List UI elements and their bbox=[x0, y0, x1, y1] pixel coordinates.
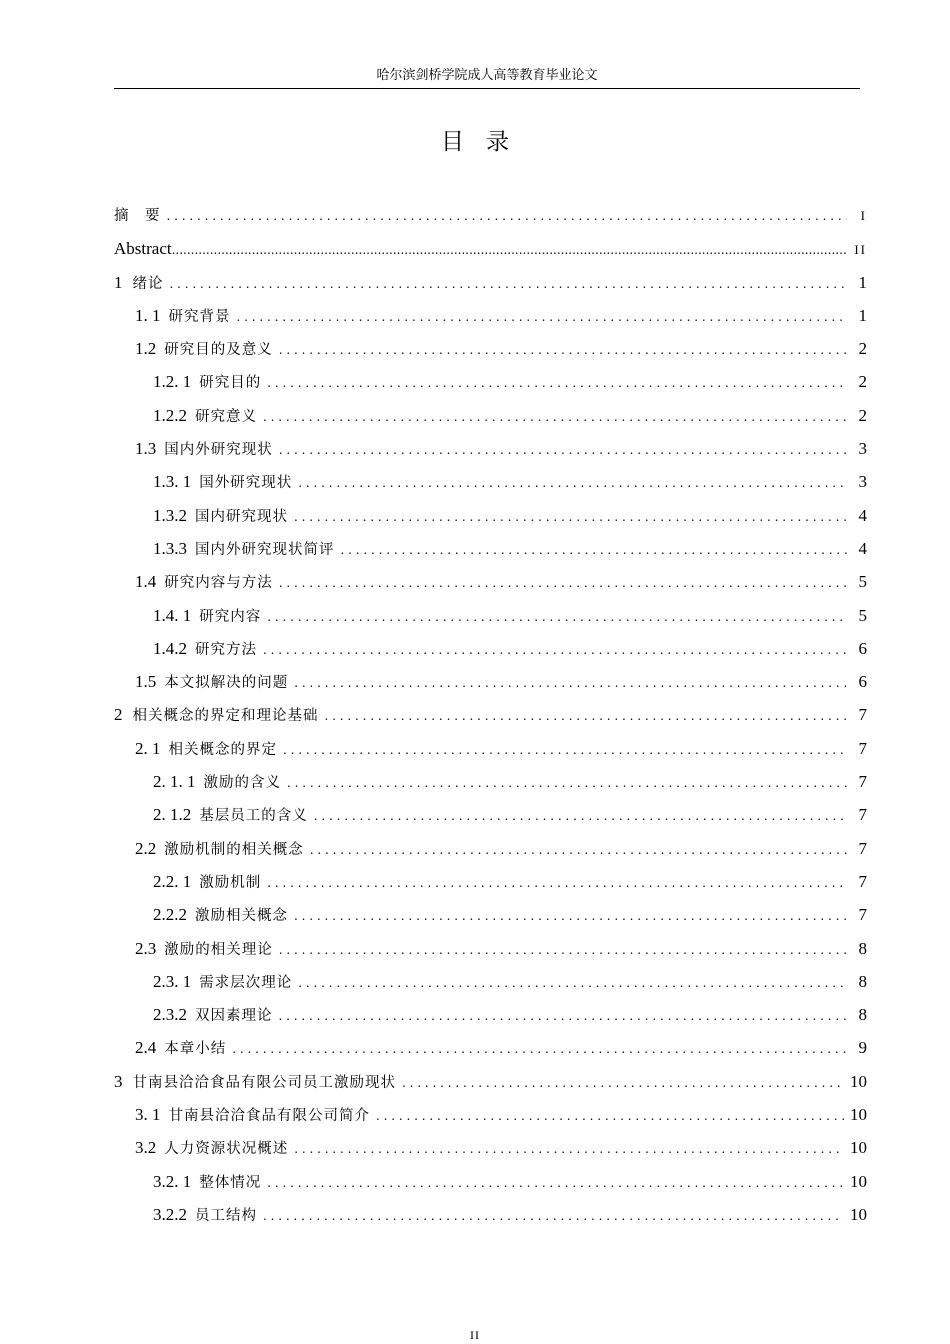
toc-entry-number: 2.2. 1 bbox=[153, 871, 192, 891]
toc-entry-title: 激励相关概念 bbox=[195, 908, 288, 925]
toc-entry-page: 3 bbox=[858, 439, 867, 459]
toc-entry-number: 1.2.2 bbox=[153, 405, 187, 425]
toc-entry-page: 9 bbox=[858, 1038, 867, 1058]
toc-entry-title: 人力资源状况概述 bbox=[164, 1141, 289, 1158]
toc-entry-number: 2.2 bbox=[135, 838, 157, 858]
toc-entry[interactable] bbox=[114, 465, 867, 498]
toc-dot-leader bbox=[279, 1000, 848, 1033]
toc-entry-title: 整体情况 bbox=[199, 1174, 262, 1191]
toc-dot-leader bbox=[298, 467, 847, 500]
toc-entry-title: 需求层次理论 bbox=[199, 974, 293, 991]
toc-dot-leader bbox=[294, 501, 847, 534]
toc-entry-title: 基层员工的含义 bbox=[199, 808, 308, 825]
toc-entry-title: Abstract bbox=[114, 239, 172, 259]
toc-entry-page: 10 bbox=[850, 1105, 867, 1125]
toc-entry-title: 激励机制的相关概念 bbox=[164, 841, 304, 858]
toc-entry[interactable] bbox=[114, 1098, 867, 1131]
toc-entry[interactable] bbox=[114, 332, 867, 365]
toc-entry[interactable] bbox=[114, 765, 867, 798]
toc-entry[interactable] bbox=[114, 1165, 867, 1198]
toc-entry-number: 3. 1 bbox=[135, 1105, 161, 1125]
toc-entry-page: 7 bbox=[858, 871, 867, 891]
toc-entry-number: 1.4 bbox=[135, 572, 157, 592]
toc-entry-page: 7 bbox=[858, 772, 867, 792]
toc-entry-number: 1.3.3 bbox=[153, 538, 187, 558]
toc-entry-title: 研究内容 bbox=[199, 608, 262, 625]
toc-entry-title: 研究内容与方法 bbox=[164, 575, 273, 592]
toc-entry-title: 双因素理论 bbox=[195, 1008, 273, 1025]
toc-entry-title: 本章小结 bbox=[164, 1041, 227, 1058]
toc-dot-leader bbox=[172, 234, 847, 267]
toc-entry[interactable] bbox=[114, 532, 867, 565]
toc-entry-number: 2.3.2 bbox=[153, 1005, 187, 1025]
toc-dot-leader bbox=[294, 667, 847, 700]
toc-entry-page: 2 bbox=[858, 372, 867, 392]
toc-dot-leader bbox=[237, 301, 848, 334]
toc-entry-title: 甘南县洽洽食品有限公司简介 bbox=[168, 1108, 370, 1125]
toc-dot-leader bbox=[263, 634, 847, 667]
toc-entry-page: 10 bbox=[850, 1071, 867, 1091]
toc-entry-page: 10 bbox=[850, 1171, 867, 1191]
toc-entry-title: 本文拟解决的问题 bbox=[164, 675, 289, 692]
toc-dot-leader bbox=[167, 200, 848, 233]
toc-dot-leader bbox=[232, 1033, 847, 1066]
toc-entry-title: 相关概念的界定 bbox=[168, 741, 277, 758]
toc-entry-number: 3.2.2 bbox=[153, 1204, 187, 1224]
toc-entry[interactable] bbox=[114, 432, 867, 465]
toc-dot-leader bbox=[279, 934, 847, 967]
header-rule bbox=[114, 88, 860, 89]
toc-entry-number: 1. 1 bbox=[135, 305, 161, 325]
toc-entry[interactable] bbox=[114, 232, 867, 265]
toc-entry[interactable] bbox=[114, 998, 867, 1031]
toc-dot-leader bbox=[294, 1133, 844, 1166]
toc-entry-page: 6 bbox=[858, 638, 867, 658]
toc-entry-page: 8 bbox=[858, 1005, 867, 1025]
toc-entry-number: 2.4 bbox=[135, 1038, 157, 1058]
toc-dot-leader bbox=[267, 867, 847, 900]
toc-entry-number: 1.4.2 bbox=[153, 638, 187, 658]
toc-entry-page: 5 bbox=[858, 605, 867, 625]
toc-entry[interactable] bbox=[114, 965, 867, 998]
toc-entry-page: 6 bbox=[858, 672, 867, 692]
toc-entry-number: 3 bbox=[114, 1071, 123, 1091]
toc-entry[interactable] bbox=[114, 732, 867, 765]
toc-entry-number: 2. 1.2 bbox=[153, 805, 192, 825]
toc-dot-leader bbox=[267, 367, 847, 400]
running-header: 哈尔滨剑桥学院成人高等教育毕业论文 bbox=[376, 68, 598, 83]
toc-entry-title: 国外研究现状 bbox=[199, 475, 293, 492]
toc-entry[interactable] bbox=[114, 632, 867, 665]
toc-dot-leader bbox=[279, 434, 847, 467]
toc-entry-title: 激励的含义 bbox=[203, 775, 281, 792]
toc-entry-page: 5 bbox=[858, 572, 867, 592]
toc-entry-page: 7 bbox=[858, 905, 867, 925]
toc-entry-title: 国内研究现状 bbox=[195, 508, 288, 525]
toc-entry[interactable] bbox=[114, 1031, 867, 1064]
toc-dot-leader bbox=[263, 1200, 844, 1233]
toc-entry-number: 1.2 bbox=[135, 339, 157, 359]
toc-entry-number: 1.3 bbox=[135, 439, 157, 459]
toc-entry[interactable] bbox=[114, 399, 867, 432]
page-number: II bbox=[470, 1328, 480, 1342]
toc-entry[interactable] bbox=[114, 898, 867, 931]
toc-entry[interactable] bbox=[114, 832, 867, 865]
toc-entry-page: 4 bbox=[858, 538, 867, 558]
toc-entry-number: 1.4. 1 bbox=[153, 605, 192, 625]
toc-dot-leader bbox=[310, 834, 847, 867]
toc-dot-leader bbox=[294, 900, 847, 933]
toc-entry-page: 2 bbox=[858, 405, 867, 425]
toc-entry-number: 1.3.2 bbox=[153, 505, 187, 525]
toc-entry-number: 1.3. 1 bbox=[153, 472, 192, 492]
toc-entry[interactable] bbox=[114, 599, 867, 632]
toc-entry[interactable] bbox=[114, 299, 867, 332]
toc-dot-leader bbox=[298, 967, 847, 1000]
toc-entry-number: 3.2 bbox=[135, 1138, 157, 1158]
page-title: 目录 bbox=[441, 129, 531, 155]
toc-entry-page: 3 bbox=[858, 472, 867, 492]
toc-entry-title: 摘 要 bbox=[114, 208, 161, 224]
toc-entry-page: I bbox=[860, 208, 867, 223]
toc-entry-title: 激励的相关理论 bbox=[164, 941, 273, 958]
toc-entry-number: 2.3. 1 bbox=[153, 971, 192, 991]
toc-entry[interactable] bbox=[114, 698, 867, 731]
toc-entry-page: 7 bbox=[858, 738, 867, 758]
toc-dot-leader bbox=[376, 1100, 844, 1133]
toc-entry-page: 8 bbox=[858, 971, 867, 991]
toc-dot-leader bbox=[283, 734, 847, 767]
toc-entry[interactable] bbox=[114, 499, 867, 532]
toc-entry-page: 2 bbox=[858, 339, 867, 359]
table-of-contents bbox=[114, 199, 867, 1231]
toc-entry-number: 1.2. 1 bbox=[153, 372, 192, 392]
toc-dot-leader bbox=[314, 800, 847, 833]
toc-dot-leader bbox=[279, 567, 847, 600]
toc-dot-leader bbox=[267, 601, 847, 634]
toc-entry-page: 1 bbox=[858, 272, 867, 292]
toc-entry-number: 1 bbox=[114, 272, 123, 292]
toc-entry-title: 研究意义 bbox=[195, 408, 257, 425]
toc-entry-page: 7 bbox=[858, 838, 867, 858]
toc-entry-page: 10 bbox=[850, 1204, 867, 1224]
toc-dot-leader bbox=[279, 334, 847, 367]
toc-entry-number: 1.5 bbox=[135, 672, 157, 692]
toc-entry-page: II bbox=[854, 242, 867, 258]
toc-entry[interactable] bbox=[114, 1131, 867, 1164]
toc-entry-page: 8 bbox=[858, 938, 867, 958]
toc-entry-title: 绪论 bbox=[132, 275, 164, 292]
toc-entry-title: 研究方法 bbox=[195, 641, 257, 658]
toc-entry[interactable] bbox=[114, 1198, 867, 1231]
toc-dot-leader bbox=[170, 268, 848, 301]
toc-entry[interactable] bbox=[114, 365, 867, 398]
toc-entry-page: 7 bbox=[858, 805, 867, 825]
toc-entry[interactable] bbox=[114, 665, 867, 698]
toc-dot-leader bbox=[402, 1067, 844, 1100]
toc-entry-title: 员工结构 bbox=[195, 1207, 257, 1224]
toc-entry[interactable] bbox=[114, 199, 867, 232]
toc-entry-number: 2. 1. 1 bbox=[153, 772, 196, 792]
toc-entry[interactable] bbox=[114, 1065, 867, 1098]
toc-entry-title: 研究背景 bbox=[168, 308, 231, 325]
toc-entry-page: 1 bbox=[858, 305, 867, 325]
toc-entry-title: 研究目的及意义 bbox=[164, 342, 273, 359]
toc-entry[interactable] bbox=[114, 932, 867, 965]
toc-entry-page: 7 bbox=[858, 705, 867, 725]
toc-dot-leader bbox=[341, 534, 848, 567]
toc-dot-leader bbox=[263, 401, 847, 434]
toc-dot-leader bbox=[267, 1167, 844, 1200]
toc-entry-number: 2.3 bbox=[135, 938, 157, 958]
toc-entry-title: 激励机制 bbox=[199, 874, 262, 891]
toc-entry[interactable] bbox=[114, 565, 867, 598]
toc-entry-number: 3.2. 1 bbox=[153, 1171, 192, 1191]
toc-entry[interactable] bbox=[114, 266, 867, 299]
toc-entry-title: 研究目的 bbox=[199, 375, 262, 392]
toc-entry-page: 10 bbox=[850, 1138, 867, 1158]
toc-dot-leader bbox=[287, 767, 847, 800]
toc-entry-title: 甘南县洽洽食品有限公司员工激励现状 bbox=[132, 1074, 396, 1091]
toc-entry-title: 相关概念的界定和理论基础 bbox=[132, 708, 319, 725]
toc-entry-number: 2. 1 bbox=[135, 738, 161, 758]
toc-entry-page: 4 bbox=[858, 505, 867, 525]
toc-entry-number: 2 bbox=[114, 705, 123, 725]
toc-entry[interactable] bbox=[114, 865, 867, 898]
toc-entry[interactable] bbox=[114, 798, 867, 831]
toc-entry-title: 国内外研究现状 bbox=[164, 442, 273, 459]
toc-entry-number: 2.2.2 bbox=[153, 905, 187, 925]
toc-entry-title: 国内外研究现状简评 bbox=[195, 541, 335, 558]
toc-dot-leader bbox=[325, 700, 848, 733]
